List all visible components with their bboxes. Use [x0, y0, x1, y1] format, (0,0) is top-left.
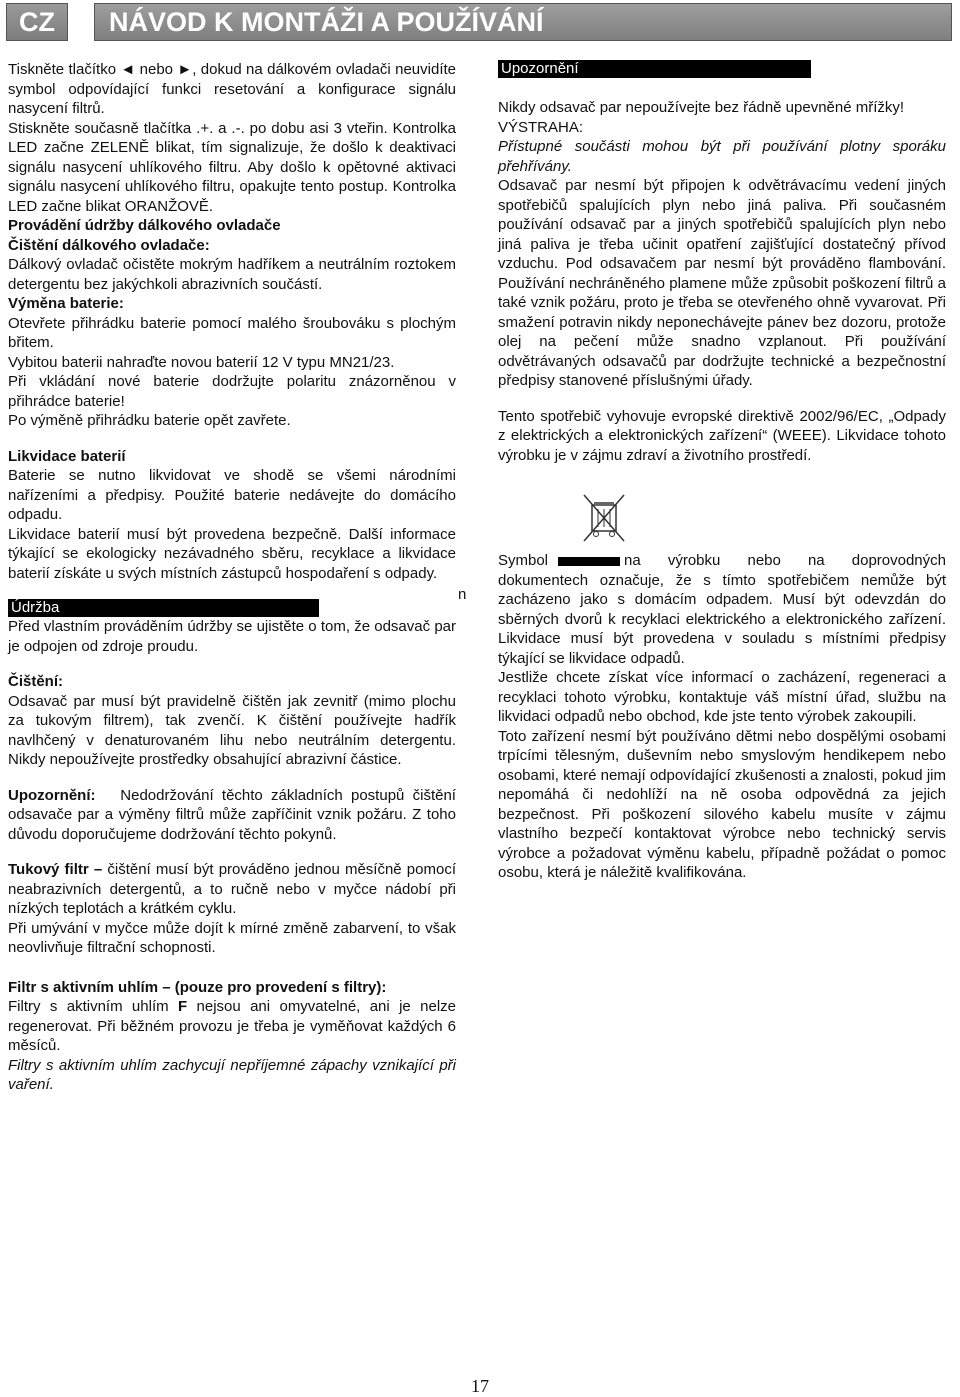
remote-led-instructions: Stiskněte současně tlačítka .+. a .-. po dobu asi 3 vteřin. Kontrolka LED začne ZELENĚ blikat, tím signalizuje, že došlo k deaktivaci signálu nasycení uhlíkového filtru. Aby došlo k opětovné aktivaci signálu nasycení uhlíkového filtru, opakujte tento postup. Kontrolka LED začne blikat ORANŽOVĚ.: [8, 119, 456, 215]
weee-symbol-rest: na výrobku nebo na doprovodných dokumentech označuje, že s tímto spotřebičem nemůže být zacházeno jako s domácím odpadem. Musí být odevzdán do sběrných dvorů k recyklaci elektrického a elektronického zařízení. Likvidace musí být provedena v souladu s místními předpisy týkající se likvidace odpadů.: [498, 552, 946, 667]
stray-mark: n: [458, 586, 467, 603]
battery-text-1: Otevřete přihrádku baterie pomocí malého šroubováku s plochým břitem.: [8, 314, 456, 351]
cleaning-warning: [8, 786, 456, 845]
remote-cleaning-text: Dálkový ovladač očistěte mokrým hadříkem a neutrálním roztokem detergentu bez jakýchkoli abrazivních součástí.: [8, 256, 456, 293]
warning-text-main: Odsavač par nesmí být připojen k odvětrávacímu vedení jiných spotřebičů spalujících plyn nebo jiná paliva. Při současném používání odsavač par a jiných spotřebičů spalujících plyn nebo jiná paliva je třeba učinit opatření zajišťující dostatečný přívod vzduchu. Pod odsavačem par nesmí být prováděno flambování. Používání nechráněného plamene může způsobit poškození filtrů a také vznik požáru, proto je třeba se otevřeného ohně vyvarovat. Při smažení potravin nikdy neponechávejte pánev bez dozoru, protože olej na pečení může snadno vzplanout. Při používání odvětrávaných odsavačů par dodržujte technické a bezpečnostní předpisy stanovené příslušnými úřady.: [498, 177, 946, 389]
carbon-filter-text-a: Filtry s aktivním uhlím: [8, 998, 178, 1015]
language-badge: CZ: [6, 3, 68, 41]
weee-symbol-row: [498, 551, 946, 668]
remote-reset-instructions: Tiskněte tlačítko ◄ nebo ►, dokud na dálkovém ovladači neuvidíte symbol odpovídající funkci resetování a konfigurace signálu nasycení filtrů.: [8, 61, 456, 117]
cleaning-warning-label: Upozornění:: [8, 786, 96, 804]
weee-text: Tento spotřebič vyhovuje evropské direktivě 2002/96/EC, „Odpady z elektrických a elektronických zařízení“ (WEEE). Likvidace tohoto výrobku je v zájmu zdraví a životního prostředí.: [498, 407, 946, 464]
remote-cleaning-heading: Čištění dálkového ovladače:: [8, 236, 210, 254]
battery-text-3: Při vkládání nové baterie dodržujte polaritu znázorněnou v přihrádce baterie!: [8, 373, 456, 410]
warning-text-1: Nikdy odsavač par nepoužívejte bez řádně upevněné mřížky!: [498, 99, 905, 116]
carbon-filter-heading: Filtr s aktivním uhlím – (pouze pro provedení s filtry):: [8, 978, 387, 996]
crossed-bin-icon: [578, 491, 630, 553]
maintenance-heading: Údržba: [8, 599, 319, 617]
warning-text-hot: Přístupné součásti mohou být při používání plotny sporáku přehřívány.: [498, 138, 946, 175]
carbon-filter-letter: F: [177, 998, 188, 1015]
weee-black-bar: [558, 557, 620, 566]
left-column: [8, 60, 456, 1095]
weee-symbol-text: [498, 551, 946, 668]
right-column: [498, 60, 946, 883]
warning-heading: Upozornění: [498, 60, 811, 78]
children-safety-text: Toto zařízení nesmí být používáno dětmi nebo dospělými osobami trpícími tělesným, duševním nebo smyslovým hendikepem nebo osobami, které nemají odpovídající zkušenosti a znalosti, pokud jim nepomáhá či nedohlíží na ně osoba odpovědná za jejich bezpečnost. Při poškození silového kabelu musíte v zájmu vlastního bezpečí kontaktovat výrobce nebo technický servis výrobce a požadovat výměnu kabelu, případně požádat o pomoc osobu, která je náležitě kvalifikována.: [498, 727, 946, 881]
carbon-filter-text-b: nejsou ani omyvatelné, ani je nelze regenerovat. Při běžném provozu je třeba je vyměňovat každých 6 měsíců.: [8, 998, 456, 1054]
battery-disposal-heading: Likvidace baterií: [8, 447, 126, 465]
cleaning-text: Odsavač par musí být pravidelně čištěn jak zevnitř (mimo plochu za tukovým filtrem), tak zvenčí. K čištění používejte hadřík navlhčený v denaturovaném lihu nebo neutrálním detergentu. Nikdy nepoužívejte prostředky obsahující abrazivní částice.: [8, 692, 456, 768]
battery-disposal-text-2: Likvidace baterií musí být provedena bezpečně. Další informace týkající se ekologicky nezávadného sběru, recyklace a likvidace baterií získáte u svých místních zástupců hospodaření s odpady.: [8, 525, 456, 582]
carbon-filter-note: Filtry s aktivním uhlím zachycují nepříjemné zápachy vznikající při vaření.: [8, 1056, 456, 1093]
grease-filter-text-2: Při umývání v myčce může dojít k mírné změně zabarvení, to však neovlivňuje filtrační schopnosti.: [8, 919, 456, 956]
battery-heading: Výměna baterie:: [8, 295, 124, 312]
cleaning-warning-text: Nedodržování těchto základních postupů čištění odsavače par a výměny filtrů může zapříčinit vznik požáru. Z toho důvodu doporučujeme dodržování těchto pokynů.: [8, 786, 456, 843]
carbon-filter-text: [8, 997, 456, 1056]
weee-symbol-label: Symbol: [498, 552, 549, 569]
warning-label: VÝSTRAHA:: [498, 118, 584, 136]
grease-filter-text: [8, 860, 456, 919]
remote-maintenance-heading: Provádění údržby dálkového ovladače: [8, 217, 281, 234]
cleaning-heading: Čištění:: [8, 673, 64, 690]
page-header: [6, 3, 952, 41]
page-number: 17: [471, 1376, 489, 1396]
grease-filter-text-1: čištění musí být prováděno jednou měsíčně pomocí neabrazivních detergentů, a to ručně nebo v myčce nádobí při nízkých teplotách a krátkém cyklu.: [8, 861, 456, 917]
page-title: NÁVOD K MONTÁŽI A POUŽÍVÁNÍ: [94, 3, 952, 41]
battery-disposal-text-1: Baterie se nutno likvidovat ve shodě se všemi národními nařízeními a předpisy. Použité baterie nedávejte do domácího odpadu.: [8, 467, 456, 523]
battery-text-2: Vybitou baterii nahraďte novou baterií 12 V typu MN21/23.: [8, 353, 395, 371]
grease-filter-label: Tukový filtr –: [8, 861, 103, 878]
maintenance-text: Před vlastním prováděním údržby se ujistěte o tom, že odsavač par je odpojen od zdroje proudu.: [8, 618, 456, 655]
recycling-info-text: Jestliže chcete získat více informací o zacházení, regeneraci a recyklaci tohoto výrobku, kontaktuje váš místní úřad, službu na likvidaci odpadů nebo obchod, kde jste tento výrobek zakoupili.: [498, 669, 946, 725]
battery-text-4: Po výměně přihrádku baterie opět zavřete.: [8, 412, 291, 429]
